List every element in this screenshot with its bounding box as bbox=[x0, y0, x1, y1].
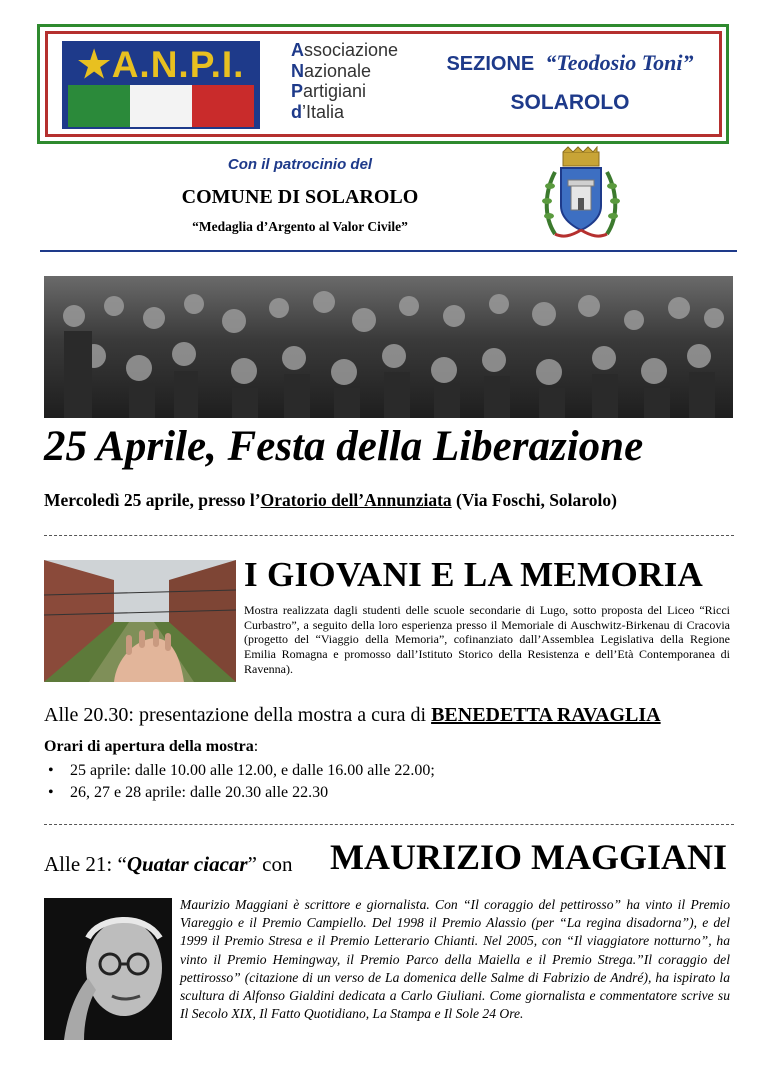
anpi-logo-text: ★A.N.P.I. bbox=[77, 44, 245, 85]
guest-name: MAURIZIO MAGGIANI bbox=[330, 837, 728, 877]
header-divider bbox=[40, 250, 737, 252]
dashed-separator-2 bbox=[44, 824, 734, 825]
anpi-logo bbox=[62, 41, 260, 129]
opening-hours-list bbox=[44, 760, 435, 803]
comune-name: COMUNE DI SOLAROLO bbox=[181, 186, 419, 208]
patronage-intro: Con il patrocinio del bbox=[227, 156, 373, 173]
guest-biography: Maurizio Maggiani è scrittore e giornalista. Con “Il coraggio del pettirosso” ha vinto il Premio Viareggio e il Premio Campiello. Del 1998 il Premio Alassio (per “La regina disadorna”), e del 1999 il Premio Stresa e il Premio Letterario Chianti. Nel 2005, con “Il viaggiatore notturno”, ha vinto il Premio Hemingway, il Premio Parco della Maiella e il Premio Strega.”Il coraggio del pettirosso” (citazione di un verso de La domenica delle Salme di Fabrizio de André), ha ispirato la scultura di Alfonso Gialdini dedicata a Carlo Giuliani. Come giornalista e commentatore scrive su Il Secolo XIX, Il Fatto Quotidiano, La Stampa e Il Sole 24 Ore. bbox=[180, 897, 730, 1022]
flag-white-band bbox=[130, 85, 192, 127]
partisans-crowd-photo bbox=[44, 276, 733, 418]
event-date-venue: Mercoledì 25 aprile, presso l’Oratorio dell’Annunziata (Via Foschi, Solarolo) bbox=[44, 490, 617, 510]
section-name: SEZIONE “Teodosio Toni” bbox=[446, 50, 694, 75]
medal-caption: “Medaglia d’Argento al Valor Civile” bbox=[192, 219, 408, 234]
dashed-separator-1 bbox=[44, 535, 734, 536]
section-town: SOLAROLO bbox=[510, 91, 630, 114]
author-portrait-photo bbox=[44, 898, 172, 1040]
list-item: • 25 aprile: dalle 10.00 alle 12.00, e dalle 16.00 alle 22.00; bbox=[44, 760, 435, 782]
barbed-wire-camp-photo bbox=[44, 560, 236, 682]
exhibit-description: Mostra realizzata dagli studenti delle scuole secondarie di Lugo, sotto proposta del Liceo “Ricci Curbastro”, a seguito della loro esperienza presso il Memoriale di Auschwitz-Birkenau di Cracovia (progetto del “Viaggio della Memoria”, cofinanziato dall’Assemblea Legislativa della Regione Emilia Romagna e promosso dall’Istituto Storico della Resistenza e dell’Età Contemporanea di Ravenna). bbox=[244, 603, 730, 676]
flag-red-band bbox=[192, 85, 254, 127]
list-item: • 26, 27 e 28 aprile: dalle 20.30 alle 22.30 bbox=[44, 782, 435, 804]
event-title: 25 Aprile, Festa della Liberazione bbox=[44, 423, 644, 470]
association-name: Associazione Nazionale Partigiani d’Italia bbox=[291, 40, 399, 122]
exhibit-heading: I GIOVANI E LA MEMORIA bbox=[244, 555, 704, 594]
presentation-line: Alle 20.30: presentazione della mostra a cura di BENEDETTA RAVAGLIA bbox=[44, 704, 661, 726]
opening-hours-label: Orari di apertura della mostra: bbox=[44, 738, 259, 755]
municipal-crest-icon bbox=[541, 146, 621, 242]
flag-green-band bbox=[68, 85, 130, 127]
talk-line: Alle 21: “Quatar ciacar” con bbox=[44, 852, 293, 876]
